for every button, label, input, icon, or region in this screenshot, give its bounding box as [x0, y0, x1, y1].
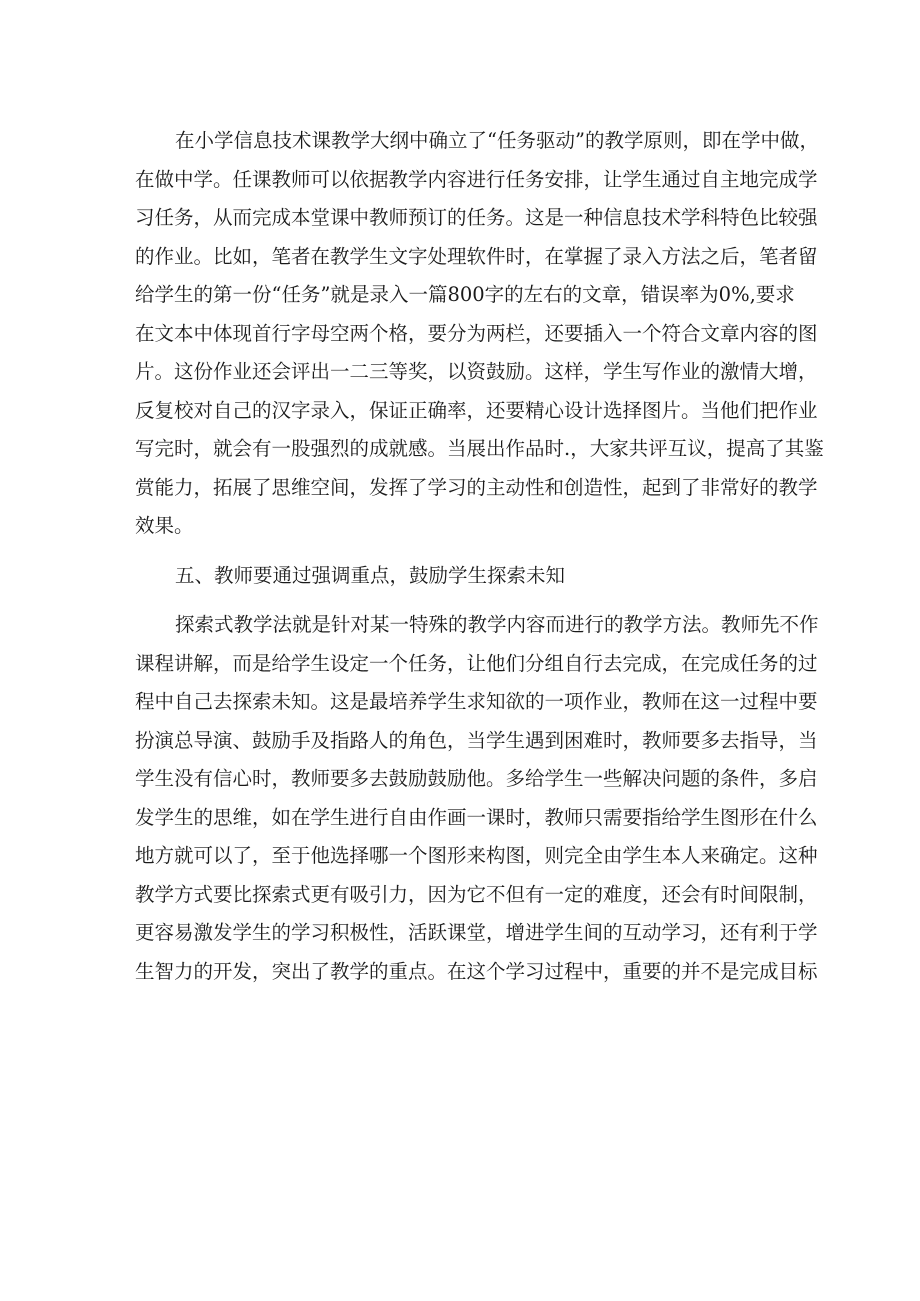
paragraph-line: 赏能力，拓展了思维空间，发挥了学习的主动性和创造性，起到了非常好的教学 [135, 475, 818, 499]
paragraph-line: 更容易激发学生的学习积极性，活跃课堂，增进学生间的互动学习，还有利于学 [135, 921, 818, 944]
paragraph-task-driven [135, 122, 824, 546]
document-body [135, 122, 824, 991]
paragraph-line: 给学生的第一份“任务”就是录入一篇800字的左右的文章，错误率为0%,要求 [135, 283, 795, 306]
paragraph-line: 写完时，就会有一股强烈的成就感。当展出作品时.，大家共评互议，提高了其鉴 [135, 437, 824, 460]
paragraph-line: 生智力的开发，突出了教学的重点。在这个学习过程中，重要的并不是完成目标 [135, 959, 818, 983]
paragraph-line: 程中自己去探索未知。这是最培养学生求知欲的一项作业，教师在这一过程中要 [135, 690, 818, 713]
paragraph-line: 片。这份作业还会评出一二三等奖，以资鼓励。这样，学生写作业的激情大增， [135, 360, 818, 383]
paragraph-line: 在小学信息技术课教学大纲中确立了“任务驱动”的教学原则，即在学中做， [175, 129, 819, 152]
paragraph-line: 的作业。比如，笔者在教学生文字处理软件时，在掌握了录入方法之后，笔者留 [135, 244, 818, 268]
paragraph-line: 习任务，从而完成本堂课中教师预订的任务。这是一种信息技术学科特色比较强 [135, 206, 818, 229]
paragraph-line: 学生没有信心时，教师要多去鼓励鼓励他。多给学生一些解决问题的条件，多启 [135, 767, 818, 790]
section-heading: 五、教师要通过强调重点，鼓励学生探索未知 [175, 563, 566, 587]
paragraph-line: 课程讲解，而是给学生设定一个任务，让他们分组自行去完成，在完成任务的过 [135, 651, 818, 675]
paragraph-line: 探索式教学法就是针对某一特殊的教学内容而进行的教学方法。教师先不作 [175, 613, 819, 636]
paragraph-line: 效果。 [135, 514, 194, 537]
paragraph-exploratory-teaching [135, 606, 819, 991]
paragraph-line: 反复校对自己的汉字录入，保证正确率，还要精心设计选择图片。当他们把作业 [135, 398, 818, 422]
paragraph-line: 发学生的思维，如在学生进行自由作画一课时，教师只需要指给学生图形在什么 [135, 805, 818, 829]
paragraph-line: 地方就可以了，至于他选择哪一个图形来构图，则完全由学生本人来确定。这种 [135, 844, 818, 867]
paragraph-line: 在做中学。任课教师可以依据教学内容进行任务安排，让学生通过自主地完成学 [135, 167, 818, 191]
paragraph-line: 扮演总导演、鼓励手及指路人的角色，当学生遇到困难时，教师要多去指导，当 [135, 728, 818, 752]
paragraph-line: 在文本中体现首行字母空两个格，要分为两栏，还要插入一个符合文章内容的图 [135, 321, 818, 345]
paragraph-line: 教学方式要比探索式更有吸引力，因为它不但有一定的难度，还会有时间限制， [135, 882, 818, 906]
